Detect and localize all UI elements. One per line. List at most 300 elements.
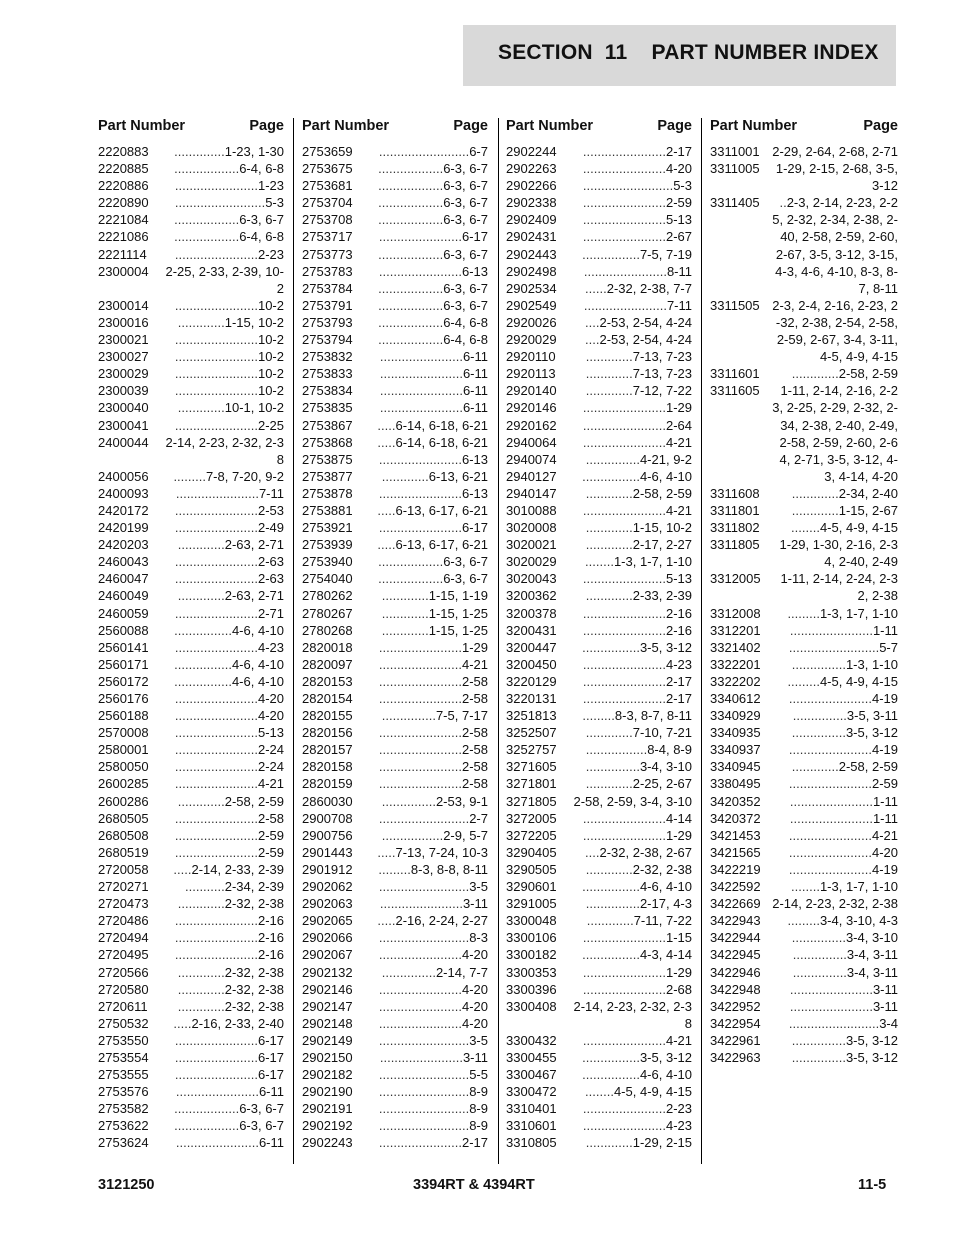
dot-leader: .......................: [174, 725, 258, 741]
page-reference: [568, 297, 692, 314]
page-reference: [772, 793, 898, 810]
dot-leader: .......................: [174, 1049, 258, 1065]
part-number: 2570008: [98, 725, 149, 741]
dot-leader: .......................: [174, 947, 258, 963]
index-entry: [710, 605, 898, 622]
page-value: 2-58: [257, 810, 284, 826]
index-entry: [302, 536, 488, 553]
page-reference: [772, 844, 898, 861]
part-number: 2753554: [98, 1049, 149, 1065]
index-entry: [302, 690, 488, 707]
dot-leader: ................: [582, 246, 640, 262]
index-entry-list: [98, 143, 284, 1152]
page-value: 6-13, 6-17, 6-21: [395, 537, 488, 553]
page-reference: [568, 741, 692, 758]
part-number: 2902443: [506, 246, 557, 262]
part-number: 3251813: [506, 708, 557, 724]
index-entry: [302, 1015, 488, 1032]
index-entry: [302, 895, 488, 912]
page-reference: [568, 468, 692, 485]
page-reference: [364, 605, 488, 622]
index-entry: [302, 827, 488, 844]
dot-leader: .......................: [379, 896, 463, 912]
page-reference: [160, 263, 284, 297]
dot-leader: .......................: [174, 708, 258, 724]
page-reference: [160, 314, 284, 331]
page-value: 6-4, 6-8: [443, 332, 488, 348]
page-reference: [772, 895, 898, 912]
part-number: 2753681: [302, 178, 353, 194]
page-value: 6-17: [257, 1067, 284, 1083]
dot-leader: .............: [585, 588, 633, 604]
part-number: 2560172: [98, 673, 149, 689]
part-number: 2720473: [98, 896, 149, 912]
index-entry: [506, 673, 692, 690]
part-number: 3321402: [710, 639, 761, 655]
part-number: 2860030: [302, 793, 353, 809]
dot-leader: ................: [582, 879, 640, 895]
dot-leader: .............: [177, 998, 225, 1014]
part-number: 3300048: [506, 913, 557, 929]
page-reference: [772, 143, 898, 160]
index-entry: [98, 485, 284, 502]
part-number: 3200447: [506, 639, 557, 655]
index-entry: [506, 964, 692, 981]
index-entry: [98, 1117, 284, 1134]
page-reference: [568, 622, 692, 639]
page-reference: [364, 844, 488, 861]
part-number: 2753624: [98, 1135, 149, 1151]
dot-leader: .........................: [788, 639, 880, 655]
page-reference: [772, 382, 898, 485]
page-reference: [568, 160, 692, 177]
index-entry: [710, 946, 898, 963]
page-value: 2-58, 2-59: [632, 485, 692, 501]
page-value: 1-15, 1-25: [428, 622, 488, 638]
index-entry: [98, 981, 284, 998]
page-reference: [772, 605, 898, 622]
dot-leader: .....: [377, 434, 396, 450]
index-entry: [506, 502, 692, 519]
index-entry: [98, 758, 284, 775]
page-value: 1-15: [665, 930, 692, 946]
page-reference: [160, 570, 284, 587]
dot-leader: ..................: [378, 297, 444, 313]
dot-leader: ...............: [381, 964, 436, 980]
page-reference: [772, 724, 898, 741]
page-value: 2-32, 2-38: [224, 998, 284, 1014]
index-entry: [710, 775, 898, 792]
page-value: 2-58, 2-59, 3-4, 3-10: [573, 793, 692, 809]
page-reference: [364, 228, 488, 245]
page-reference: [772, 502, 898, 519]
part-number: 3290405: [506, 844, 557, 860]
page-reference: [364, 929, 488, 946]
dot-leader: ...............: [381, 708, 436, 724]
part-number: 2753833: [302, 366, 353, 382]
page-reference: [364, 587, 488, 604]
index-entry: [506, 536, 692, 553]
index-entry: [506, 1066, 692, 1083]
index-entry: [302, 724, 488, 741]
part-number: 2400093: [98, 485, 149, 501]
index-entry: [506, 639, 692, 656]
index-entry: [506, 1032, 692, 1049]
dot-leader: .....: [377, 502, 396, 518]
index-entry: [98, 1083, 284, 1100]
dot-leader: .......................: [174, 332, 258, 348]
page-value: 2-25, 2-33, 2-39, 10-2: [165, 263, 284, 296]
part-number: 2753773: [302, 246, 353, 262]
page-value: 4-19: [871, 861, 898, 877]
index-entry: [710, 519, 898, 536]
part-number: 2753675: [302, 161, 353, 177]
dot-leader: .......................: [379, 383, 463, 399]
dot-leader: .......................: [378, 639, 462, 655]
part-number: 3311405: [710, 195, 760, 211]
page-reference: [568, 246, 692, 263]
index-entry: [302, 673, 488, 690]
index-entry: [302, 605, 488, 622]
page-value: 4-6, 4-10: [639, 879, 692, 895]
dot-leader: .......................: [583, 263, 667, 279]
page-reference: [568, 895, 692, 912]
page-reference: [364, 263, 488, 280]
part-number: 3300106: [506, 930, 557, 946]
page-reference: [568, 365, 692, 382]
footer-model: 3394RT & 4394RT: [413, 1177, 535, 1193]
part-number: 2753868: [302, 434, 353, 450]
part-number: 3272205: [506, 827, 557, 843]
page-reference: [364, 417, 488, 434]
index-entry: [710, 194, 898, 297]
page-reference: [160, 810, 284, 827]
page-value: 2-9, 5-7: [443, 827, 488, 843]
dot-leader: .......................: [789, 793, 873, 809]
page-value: 1-15, 1-25: [428, 605, 488, 621]
part-number: 2680508: [98, 827, 149, 843]
page-reference: [568, 194, 692, 211]
part-number: 3300467: [506, 1067, 557, 1083]
dot-leader: ..................: [174, 1101, 240, 1117]
page-reference: [364, 998, 488, 1015]
page-reference: [568, 724, 692, 741]
dot-leader: .............: [381, 605, 429, 621]
page-value: 2-59: [871, 776, 898, 792]
page-value: 6-17: [461, 520, 488, 536]
index-entry: [506, 741, 692, 758]
dot-leader: .......................: [582, 229, 666, 245]
part-number: 2820159: [302, 776, 353, 792]
page-reference: [772, 622, 898, 639]
dot-leader: ..................: [378, 571, 444, 587]
page-reference: [160, 553, 284, 570]
part-number: 2753717: [302, 229, 353, 245]
part-number: 2902431: [506, 229, 557, 245]
page-value: 2-58, 2-59: [838, 759, 898, 775]
dot-leader: ................: [582, 468, 640, 484]
page-value: 2-17, 2-27: [632, 537, 692, 553]
page-value: 6-14, 6-18, 6-21: [395, 417, 488, 433]
page-reference: [160, 946, 284, 963]
page-reference: [568, 536, 692, 553]
index-entry: [98, 246, 284, 263]
page-value: 2-14, 2-23, 2-32, 2-38: [165, 434, 284, 467]
page-reference: [364, 878, 488, 895]
dot-leader: .............: [585, 1135, 633, 1151]
index-entry: [98, 382, 284, 399]
index-entry: [98, 1134, 284, 1151]
page-value: 5-13: [257, 725, 284, 741]
part-number: 3290505: [506, 861, 557, 877]
page-reference: [772, 485, 898, 502]
dot-leader: .......................: [582, 434, 666, 450]
page-value: 2-14, 2-33, 2-39: [191, 861, 284, 877]
index-entry: [506, 827, 692, 844]
page-value: 2-53, 9-1: [435, 793, 488, 809]
dot-leader: .....: [377, 844, 396, 860]
page-reference: [364, 758, 488, 775]
part-number: 2720580: [98, 981, 149, 997]
index-entry: [302, 878, 488, 895]
part-number: 2820157: [302, 742, 353, 758]
page-value: 4-3, 4-14: [639, 947, 692, 963]
column-header-part-number: Part Number: [710, 118, 798, 134]
index-entry: [98, 468, 284, 485]
dot-leader: .............: [177, 964, 225, 980]
dot-leader: ..................: [378, 280, 444, 296]
page-reference: [160, 1100, 284, 1117]
dot-leader: ..................: [378, 314, 444, 330]
page-value: 4-21, 9-2: [639, 451, 692, 467]
index-entry: [710, 365, 898, 382]
page-value: 2-34, 2-40: [838, 485, 898, 501]
page-reference: [364, 451, 488, 468]
page-value: 2-58: [461, 725, 488, 741]
dot-leader: .......................: [788, 691, 872, 706]
index-entry: [98, 878, 284, 895]
index-entry: [710, 656, 898, 673]
part-number: 2560188: [98, 708, 149, 724]
index-entry: [302, 502, 488, 519]
part-number: 2220885: [98, 161, 149, 177]
page-reference: [364, 656, 488, 673]
page-reference: [568, 844, 692, 861]
page-value: 3-4: [879, 1015, 898, 1031]
part-number: 2820156: [302, 725, 353, 741]
dot-leader: .........................: [174, 195, 266, 211]
dot-leader: .........................: [378, 810, 470, 826]
part-number: 2920110: [506, 349, 556, 365]
page-reference: [160, 382, 284, 399]
part-number: 2753582: [98, 1101, 149, 1117]
index-entry: [98, 417, 284, 434]
dot-leader: .........................: [788, 1015, 880, 1031]
page-reference: [364, 399, 488, 416]
part-number: 3311001: [710, 144, 760, 159]
part-number: 2920146: [506, 400, 557, 416]
part-number: 2902065: [302, 913, 353, 929]
index-entry: [98, 331, 284, 348]
dot-leader: ...............: [792, 964, 847, 980]
page-reference: [160, 1083, 284, 1100]
index-entry: [302, 228, 488, 245]
part-number: 2753921: [302, 520, 353, 536]
index-entry: [506, 1117, 692, 1134]
dot-leader: .......................: [174, 554, 258, 570]
part-number: 2300029: [98, 366, 149, 382]
dot-leader: .......................: [174, 1067, 258, 1083]
page-value: 3-4, 3-11: [846, 964, 898, 980]
dot-leader: ..................: [378, 554, 444, 570]
dot-leader: ................: [582, 1049, 640, 1065]
page-value: 2-58: [461, 673, 488, 689]
page-value: 6-11: [258, 1084, 284, 1100]
page-reference: [568, 673, 692, 690]
page-value: 2-16: [665, 605, 692, 621]
part-number: 2820097: [302, 656, 353, 672]
index-entry: [506, 451, 692, 468]
part-number: 3310601: [506, 1118, 557, 1134]
index-entry: [98, 297, 284, 314]
dot-leader: .......................: [379, 400, 463, 416]
index-entry: [98, 964, 284, 981]
index-entry: [506, 177, 692, 194]
page-value: 4-20: [461, 947, 488, 963]
part-number: 2753784: [302, 280, 353, 296]
page-value: 7-13, 7-23: [632, 349, 692, 365]
part-number: 2902263: [506, 161, 557, 177]
page-reference: [568, 964, 692, 981]
part-number: 2902067: [302, 947, 353, 963]
part-number: 2420172: [98, 502, 149, 518]
index-entry: [302, 758, 488, 775]
page-reference: [364, 775, 488, 792]
page-value: 2-24: [257, 759, 284, 775]
page-reference: [772, 297, 898, 365]
page-reference: [772, 365, 898, 382]
part-number: 2753791: [302, 297, 353, 313]
page-reference: [772, 1032, 898, 1049]
index-entry: [506, 143, 692, 160]
dot-leader: .......................: [789, 981, 873, 997]
part-number: 2220890: [98, 195, 149, 211]
part-number: 3322202: [710, 673, 761, 689]
index-entry: [506, 1134, 692, 1151]
part-number: 2820018: [302, 639, 353, 655]
dot-leader: .........................: [378, 1118, 470, 1134]
page-value: 2-16: [257, 913, 284, 929]
dot-leader: .......................: [582, 1118, 666, 1134]
dot-leader: .......................: [788, 844, 872, 860]
page-reference: [772, 194, 898, 297]
part-number: 2780262: [302, 588, 353, 604]
dot-leader: .......................: [582, 827, 666, 843]
index-entry: [506, 998, 692, 1032]
index-entry: [506, 194, 692, 211]
page-value: 2-59: [665, 195, 692, 211]
page-reference: [364, 912, 488, 929]
index-entry: [710, 160, 898, 194]
dot-leader: .......................: [378, 656, 462, 672]
part-number: 3020008: [506, 520, 557, 536]
dot-leader: .....: [377, 537, 396, 553]
part-number: 2560141: [98, 639, 149, 655]
index-entry: [506, 912, 692, 929]
part-number: 3422952: [710, 998, 761, 1014]
page-value: 4-20: [665, 161, 692, 177]
page-reference: [364, 1015, 488, 1032]
index-entry: [302, 1066, 488, 1083]
page-reference: [160, 878, 284, 895]
page-value: 4-6, 4-10: [639, 1067, 692, 1083]
part-number: 2902498: [506, 263, 557, 279]
page-reference: [568, 793, 692, 810]
index-entry: [506, 485, 692, 502]
part-number: 2753794: [302, 332, 353, 348]
page-value: 5-5: [469, 1067, 488, 1083]
index-entry: [302, 177, 488, 194]
page-value: 4-21: [665, 434, 692, 450]
page-value: 4-20: [257, 691, 284, 706]
part-number: 2820155: [302, 708, 353, 724]
index-entry: [98, 929, 284, 946]
page-reference: [568, 587, 692, 604]
page-value: 7-10, 7-21: [632, 725, 692, 741]
page-reference: [568, 1066, 692, 1083]
part-number: 3020043: [506, 571, 557, 587]
dot-leader: .......................: [379, 366, 463, 382]
page-value: 3-5, 3-12: [845, 1032, 898, 1048]
page-value: 3-5, 3-12: [845, 725, 898, 741]
dot-leader: .......................: [788, 861, 872, 877]
dot-leader: .......................: [582, 161, 666, 177]
part-number: 2753881: [302, 502, 353, 518]
page-reference: [160, 519, 284, 536]
part-number: 2901443: [302, 844, 353, 860]
page-value: 5-3: [265, 195, 284, 211]
page-reference: [160, 741, 284, 758]
dot-leader: .......................: [175, 1084, 259, 1100]
index-entry: [302, 1032, 488, 1049]
page-value: 2-58: [461, 691, 488, 706]
dot-leader: .........: [173, 468, 206, 484]
page-reference: [160, 297, 284, 314]
page-reference: [364, 895, 488, 912]
part-number: 3312005: [710, 571, 761, 587]
part-number: 2420203: [98, 537, 149, 553]
dot-leader: .......................: [789, 998, 873, 1014]
page-reference: [160, 1117, 284, 1134]
dot-leader: ...............: [585, 451, 640, 467]
page-reference: [364, 981, 488, 998]
index-entry: [302, 280, 488, 297]
part-number: 3421453: [710, 827, 761, 843]
dot-leader: .................: [585, 742, 648, 758]
part-number: 2753659: [302, 144, 353, 159]
page-reference: [364, 331, 488, 348]
index-entry: [302, 331, 488, 348]
page-value: 1-11: [872, 793, 898, 809]
dot-leader: .......................: [378, 1135, 462, 1151]
index-entry: [710, 622, 898, 639]
part-number: 2560171: [98, 656, 149, 672]
page-value: 2-33, 2-39: [632, 588, 692, 604]
page-value: 6-13: [461, 451, 488, 467]
page-reference: [772, 998, 898, 1015]
page-reference: [568, 946, 692, 963]
dot-leader: .................: [381, 827, 444, 843]
